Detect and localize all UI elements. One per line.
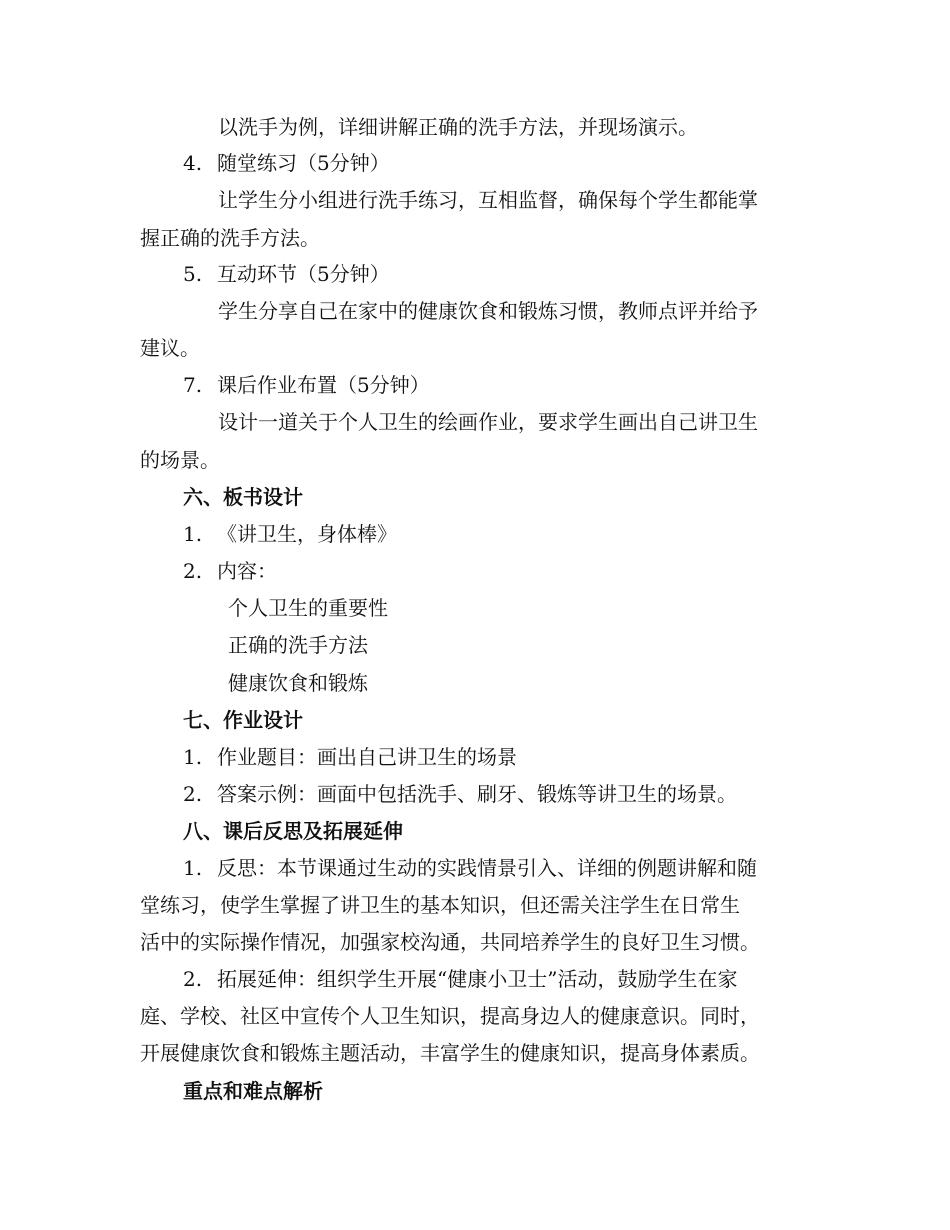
item-text: 拓展延伸：组织学生开展“健康小卫士”活动，鼓励学生在家 xyxy=(217,967,738,991)
item-text: 内容： xyxy=(217,559,277,583)
item-text: 作业题目：画出自己讲卫生的场景 xyxy=(217,745,517,769)
list-item xyxy=(183,745,517,769)
paragraph-line: 活中的实际操作情况，加强家校沟通，共同培养学生的良好卫生习惯。 xyxy=(140,930,760,954)
list-item xyxy=(183,559,277,583)
item-text: 反思：本节课通过生动的实践情景引入、详细的例题讲解和随 xyxy=(217,856,757,880)
content-line: 健康饮食和锻炼 xyxy=(228,671,368,695)
content-line: 正确的洗手方法 xyxy=(228,633,368,657)
step-number: 4. xyxy=(183,151,203,175)
paragraph-line: 建议。 xyxy=(140,336,200,360)
item-number: 2. xyxy=(183,967,203,991)
item-text: 答案示例：画面中包括洗手、刷牙、锻炼等讲卫生的场景。 xyxy=(217,782,737,806)
step-title: 课后作业布置（5分钟） xyxy=(217,373,430,397)
list-item xyxy=(183,522,397,546)
list-item xyxy=(183,856,757,880)
paragraph-line: 的场景。 xyxy=(140,448,220,472)
step-number: 5. xyxy=(183,262,203,286)
section-heading: 重点和难点解析 xyxy=(183,1079,323,1103)
list-item xyxy=(183,967,737,991)
paragraph-line: 握正确的洗手方法。 xyxy=(140,226,320,250)
paragraph-line: 让学生分小组进行洗手练习，互相监督，确保每个学生都能掌 xyxy=(218,188,758,212)
step-heading xyxy=(183,151,390,175)
step-heading xyxy=(183,373,430,397)
paragraph-line: 以洗手为例，详细讲解正确的洗手方法，并现场演示。 xyxy=(218,115,698,139)
paragraph-line: 设计一道关于个人卫生的绘画作业，要求学生画出自己讲卫生 xyxy=(218,410,758,434)
section-heading: 七、作业设计 xyxy=(183,708,303,732)
paragraph-line: 学生分享自己在家中的健康饮食和锻炼习惯，教师点评并给予 xyxy=(218,299,758,323)
item-number: 2. xyxy=(183,559,203,583)
item-number: 1. xyxy=(183,856,203,880)
content-line: 个人卫生的重要性 xyxy=(228,596,388,620)
section-heading: 六、板书设计 xyxy=(183,485,303,509)
item-number: 1. xyxy=(183,745,203,769)
step-title: 互动环节（5分钟） xyxy=(217,262,390,286)
step-number: 7. xyxy=(183,373,203,397)
item-number: 2. xyxy=(183,782,203,806)
paragraph-line: 庭、学校、社区中宣传个人卫生知识，提高身边人的健康意识。同时， xyxy=(140,1004,760,1028)
paragraph-line: 堂练习，使学生掌握了讲卫生的基本知识，但还需关注学生在日常生 xyxy=(140,893,740,917)
list-item xyxy=(183,782,737,806)
step-heading xyxy=(183,262,390,286)
item-number: 1. xyxy=(183,522,203,546)
item-text: 《讲卫生，身体棒》 xyxy=(217,522,397,546)
paragraph-line: 开展健康饮食和锻炼主题活动，丰富学生的健康知识，提高身体素质。 xyxy=(140,1041,760,1065)
step-title: 随堂练习（5分钟） xyxy=(217,151,390,175)
section-heading: 八、课后反思及拓展延伸 xyxy=(183,819,403,843)
